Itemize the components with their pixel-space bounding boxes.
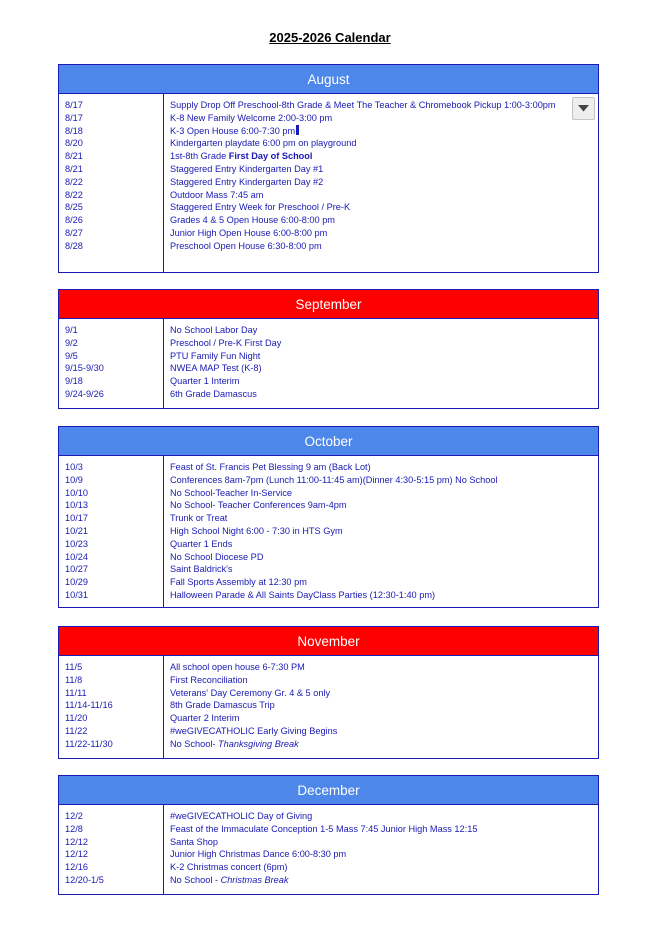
event-cell[interactable]: NWEA MAP Test (K-8) [170, 363, 262, 374]
event-cell[interactable]: Outdoor Mass 7:45 am [170, 189, 264, 200]
cell-dropdown-button[interactable] [572, 97, 595, 120]
date-cell: 11/11 [65, 687, 87, 698]
date-cell: 8/17 [65, 112, 83, 123]
event-column [164, 319, 598, 408]
date-cell: 9/18 [65, 376, 83, 387]
date-cell: 10/21 [65, 525, 88, 536]
event-cell[interactable]: No School-Teacher In-Service [170, 487, 293, 498]
date-cell: 10/27 [65, 564, 88, 575]
date-cell: 8/22 [65, 176, 83, 187]
event-text: No School- [170, 738, 219, 749]
event-cell[interactable]: No School Labor Day [170, 325, 258, 335]
date-cell: 12/20-1/5 [65, 874, 104, 885]
event-cell[interactable]: No School- Teacher Conferences 9am-4pm [170, 500, 347, 511]
date-cell: 9/15-9/30 [65, 363, 104, 374]
date-cell: 9/2 [65, 337, 78, 348]
date-column [59, 319, 164, 408]
date-cell: 8/21 [65, 163, 83, 174]
text-cursor [296, 125, 299, 135]
date-column [59, 456, 164, 607]
date-cell: 10/17 [65, 513, 88, 524]
event-cell[interactable]: 8th Grade Damascus Trip [170, 700, 275, 711]
event-cell[interactable]: No School Diocese PD [170, 551, 264, 562]
event-cell[interactable]: First Reconciliation [170, 674, 248, 685]
date-cell: 10/29 [65, 577, 88, 588]
event-cell[interactable]: Staggered Entry Week for Preschool / Pre-K [170, 202, 351, 213]
event-cell[interactable] [170, 125, 598, 138]
event-column [164, 94, 598, 272]
event-cell[interactable]: Kindergarten playdate 6:00 pm on playground [170, 138, 357, 149]
event-cell[interactable]: K-2 Christmas concert (6pm) [170, 862, 288, 873]
event-cell[interactable]: All school open house 6-7:30 PM [170, 662, 305, 672]
date-cell: 10/3 [65, 462, 83, 472]
month-section-october [58, 426, 599, 608]
date-cell: 10/31 [65, 589, 88, 600]
event-text-italic: Christmas Break [220, 874, 289, 885]
month-header: December [59, 776, 598, 805]
date-cell: 10/13 [65, 500, 88, 511]
date-cell: 8/18 [65, 125, 83, 136]
date-cell: 11/5 [65, 662, 83, 672]
event-cell[interactable] [170, 874, 598, 887]
date-cell: 12/12 [65, 849, 88, 860]
event-cell[interactable] [170, 150, 598, 163]
date-cell: 8/26 [65, 215, 83, 226]
event-cell[interactable]: Feast of St. Francis Pet Blessing 9 am (Back Lot) [170, 462, 371, 472]
date-cell: 11/22-11/30 [65, 738, 113, 749]
date-cell: 9/1 [65, 325, 78, 335]
event-cell[interactable]: Preschool Open House 6:30-8:00 pm [170, 240, 322, 251]
event-text-italic: Thanksgiving Break [218, 738, 299, 749]
date-cell: 8/27 [65, 227, 83, 238]
date-column [59, 656, 164, 758]
event-cell[interactable]: 6th Grade Damascus [170, 388, 257, 399]
chevron-down-icon [578, 105, 589, 112]
page-title: 2025-2026 Calendar [269, 30, 391, 45]
event-text-bold: First Day of School [228, 151, 313, 162]
date-cell: 8/25 [65, 202, 83, 213]
event-cell[interactable]: Junior High Christmas Dance 6:00-8:30 pm [170, 849, 347, 860]
event-text: 1st-8th Grade [170, 151, 229, 162]
date-cell: 12/8 [65, 823, 83, 834]
event-cell[interactable]: Supply Drop Off Preschool-8th Grade & Meet The Teacher & Chromebook Pickup 1:00-3:00pm [170, 100, 556, 110]
event-cell[interactable]: Trunk or Treat [170, 513, 228, 524]
event-cell[interactable]: Quarter 1 Ends [170, 538, 233, 549]
month-section-november [58, 626, 599, 759]
event-cell[interactable]: Saint Baldrick's [170, 564, 233, 575]
event-column [164, 456, 598, 607]
month-header: October [59, 427, 598, 456]
date-cell: 12/16 [65, 862, 88, 873]
event-text: No School - [170, 874, 221, 885]
month-header: November [59, 627, 598, 656]
month-section-december [58, 775, 599, 895]
date-cell: 9/24-9/26 [65, 388, 104, 399]
event-cell[interactable]: Staggered Entry Kindergarten Day #2 [170, 176, 324, 187]
event-cell[interactable]: Halloween Parade & All Saints DayClass Parties (12:30-1:40 pm) [170, 589, 436, 600]
event-cell[interactable]: Junior High Open House 6:00-8:00 pm [170, 227, 328, 238]
event-cell[interactable]: K-8 New Family Welcome 2:00-3:00 pm [170, 112, 333, 123]
date-cell: 8/21 [65, 151, 83, 162]
event-column [164, 805, 598, 894]
event-cell[interactable]: Quarter 2 Interim [170, 713, 240, 724]
event-cell[interactable]: PTU Family Fun Night [170, 350, 261, 361]
event-cell[interactable]: Veterans' Day Ceremony Gr. 4 & 5 only [170, 687, 331, 698]
date-cell: 12/2 [65, 811, 83, 821]
date-column [59, 805, 164, 894]
date-cell: 12/12 [65, 836, 88, 847]
date-cell: 10/10 [65, 487, 88, 498]
event-cell[interactable]: Staggered Entry Kindergarten Day #1 [170, 163, 324, 174]
event-cell[interactable]: Conferences 8am-7pm (Lunch 11:00-11:45 am)(Dinner 4:30-5:15 pm) No School [170, 474, 498, 485]
month-header: September [59, 290, 598, 319]
event-text: K-3 Open House 6:00-7:30 pm [170, 125, 296, 136]
date-cell: 11/14-11/16 [65, 700, 113, 711]
date-cell: 11/20 [65, 713, 88, 724]
date-cell: 10/9 [65, 474, 83, 485]
event-cell[interactable]: Fall Sports Assembly at 12:30 pm [170, 577, 307, 588]
date-cell: 8/22 [65, 189, 83, 200]
month-header: August [59, 65, 598, 94]
event-cell[interactable]: Santa Shop [170, 836, 219, 847]
event-cell[interactable]: Feast of the Immaculate Conception 1-5 Mass 7:45 Junior High Mass 12:15 [170, 823, 478, 834]
date-cell: 10/24 [65, 551, 88, 562]
date-cell: 8/20 [65, 138, 83, 149]
event-cell[interactable]: Grades 4 & 5 Open House 6:00-8:00 pm [170, 215, 335, 226]
event-cell[interactable]: #weGIVECATHOLIC Early Giving Begins [170, 725, 338, 736]
date-cell: 9/5 [65, 350, 78, 361]
date-cell: 8/17 [65, 100, 83, 110]
date-cell: 11/8 [65, 674, 83, 685]
event-cell[interactable]: Quarter 1 Interim [170, 376, 240, 387]
date-cell: 11/22 [65, 725, 88, 736]
month-section-august [58, 64, 599, 273]
event-cell[interactable]: #weGIVECATHOLIC Day of Giving [170, 811, 313, 821]
event-cell[interactable]: High School Night 6:00 - 7:30 in HTS Gym [170, 525, 343, 536]
event-cell[interactable]: Preschool / Pre-K First Day [170, 337, 282, 348]
date-cell: 10/23 [65, 538, 88, 549]
date-column [59, 94, 164, 272]
event-column [164, 656, 598, 758]
date-cell: 8/28 [65, 240, 83, 251]
month-section-september [58, 289, 599, 409]
event-cell[interactable] [170, 738, 598, 751]
